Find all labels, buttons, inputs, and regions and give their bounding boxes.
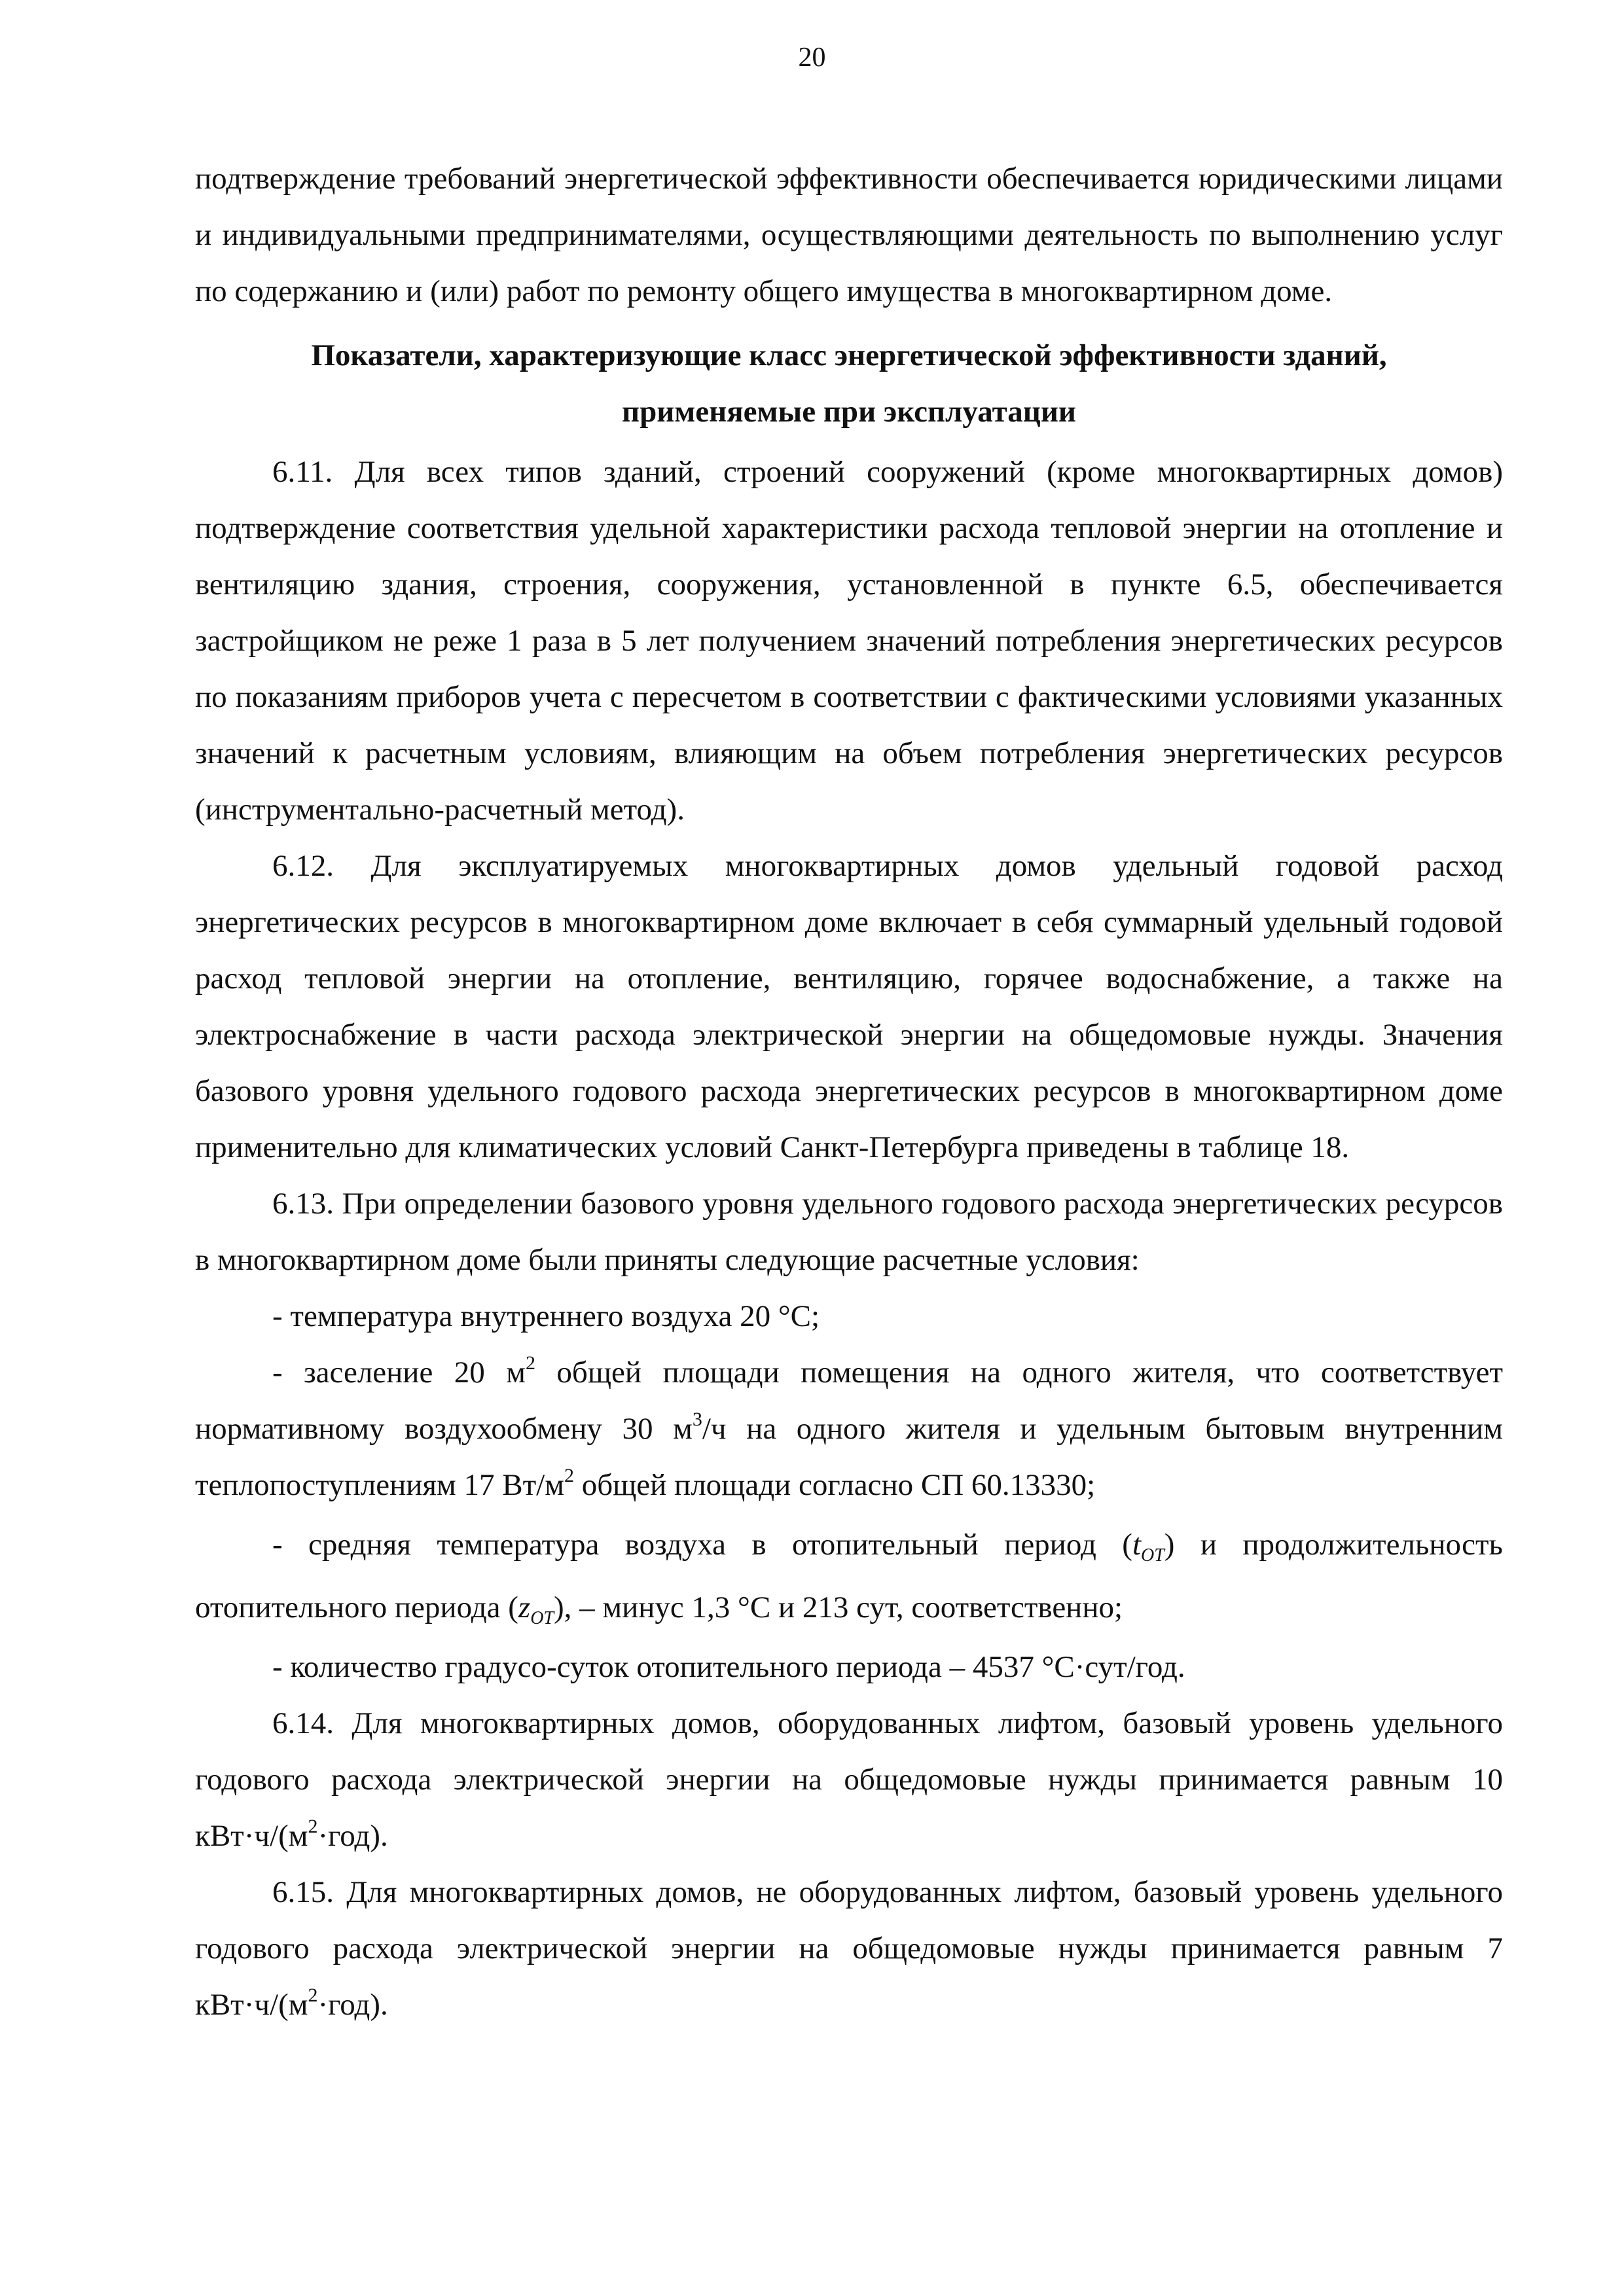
paragraph-6-13: 6.13. При определении базового уровня удельного годового расхода энергетических ресурсов в многоквартирном доме были приняты следующие расчетные условия: (195, 1187, 1503, 1277)
page-number: 20 (798, 43, 826, 73)
paragraph-6-12: 6.12. Для эксплуатируемых многоквартирных домов удельный годовой расход энергетических ресурсов в многоквартирном доме включает в себя суммарный удельный годовой расход тепловой энергии на отопление, вентиляцию, горячее водоснабжение, а также на электроснабжение в части расхода электрической энергии на общедомовые нужды. Значения базового уровня удельного годового расхода энергетических ресурсов в многоквартирном доме применительно для климатических условий Санкт-Петербурга приведены в таблице 18. (195, 849, 1503, 1164)
settlement-sup-3: 2 (564, 1465, 574, 1486)
z-symbol: z (518, 1590, 531, 1624)
t-subscript: OT (1141, 1545, 1164, 1566)
paragraph-6-15 (195, 1864, 1503, 2033)
t-symbol: t (1132, 1528, 1141, 1562)
section-heading (195, 327, 1503, 440)
document-body (195, 151, 1503, 2033)
intro-paragraph: подтверждение требований энергетической эффективности обеспечивается юридическими лицами и индивидуальными предпринимателями, осуществляющими деятельность по выполнению услуг по содержанию и (или) работ по ремонту общего имущества в многоквартирном доме. (195, 162, 1503, 308)
p614-sup: 2 (308, 1816, 318, 1837)
avg-text-c: ), – минус 1,3 °С и 213 сут, соответственно; (553, 1590, 1123, 1624)
paragraph-6-14 (195, 1695, 1503, 1864)
list-item-degree-days: - количество градусо-суток отопительного периода – 4537 °С·сут/год. (272, 1650, 1185, 1684)
p614-text-b: ·год). (317, 1819, 388, 1853)
settlement-sup-1: 2 (525, 1352, 535, 1374)
p615-sup: 2 (308, 1984, 318, 2006)
section-heading-line-1: Показатели, характеризующие класс энергетической эффективности зданий, (311, 338, 1387, 372)
list-item-settlement (195, 1344, 1503, 1513)
p614-text-a: 6.14. Для многоквартирных домов, оборудованных лифтом, базовый уровень удельного годового расхода электрической энергии на общедомовые нужды принимается равным 10 кВт·ч/(м (195, 1706, 1503, 1853)
p615-text-a: 6.15. Для многоквартирных домов, не оборудованных лифтом, базовый уровень удельного годового расхода электрической энергии на общедомовые нужды принимается равным 7 кВт·ч/(м (195, 1875, 1503, 2022)
settlement-text-c: /ч на одного жителя и удельным бытовым внутренним теплопоступлениям 17 Вт/м (195, 1412, 1503, 1502)
z-subscript: OT (530, 1608, 554, 1628)
settlement-text-a: - заселение 20 м (272, 1355, 526, 1390)
settlement-sup-2: 3 (692, 1408, 702, 1430)
section-heading-line-2: применяемые при эксплуатации (621, 395, 1076, 429)
avg-text-a: - средняя температура воздуха в отопительный период ( (272, 1528, 1132, 1562)
p615-text-b: ·год). (317, 1988, 388, 2022)
settlement-text-b: общей площади помещения на одного жителя, что соответствует нормативному воздухообмену 30 м (195, 1355, 1503, 1446)
list-item-temperature: - температура внутреннего воздуха 20 °С; (272, 1299, 820, 1333)
paragraph-6-11: 6.11. Для всех типов зданий, строений сооружений (кроме многоквартирных домов) подтверждение соответствия удельной характеристики расхода тепловой энергии на отопление и вентиляцию здания, строения, сооружения, установленной в пункте 6.5, обеспечивается застройщиком не реже 1 раза в 5 лет получением значений потребления энергетических ресурсов по показаниям приборов учета с пересчетом в соответствии с фактическими условиями указанных значений к расчетным условиям, влияющим на объем потребления энергетических ресурсов (инструментально-расчетный метод). (195, 455, 1503, 827)
avg-text-b: ) и продолжительность отопительного периода ( (195, 1528, 1503, 1624)
list-item-average-temperature (195, 1513, 1503, 1639)
settlement-text-d: общей площади согласно СП 60.13330; (573, 1468, 1096, 1502)
